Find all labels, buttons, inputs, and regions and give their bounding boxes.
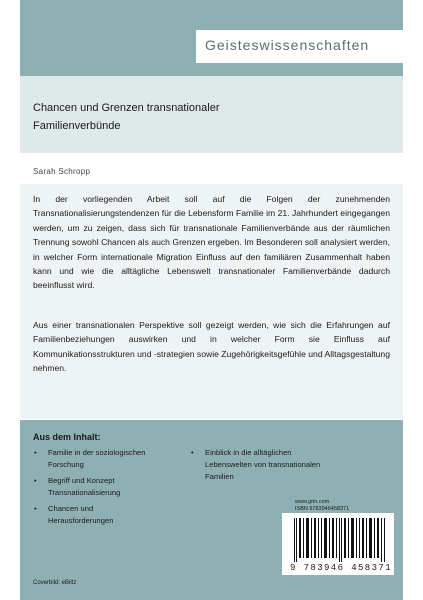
- category-label: Geisteswissenschaften: [205, 37, 370, 53]
- contents-item: [34, 475, 178, 499]
- bullet-dot: •: [34, 448, 37, 457]
- bullet-dot: •: [191, 448, 194, 457]
- publisher-url: www.grin.com: [295, 499, 330, 505]
- contents-item: [191, 447, 335, 483]
- contents-item: [34, 447, 178, 471]
- cover-credit: Coverbild: eBiltz: [33, 580, 77, 586]
- contents-item-label: Chancen und Herausforderungen: [48, 504, 114, 525]
- author-name: Sarah Schropp: [33, 167, 91, 176]
- contents-heading: Aus dem Inhalt:: [33, 432, 101, 442]
- barcode-image: [294, 518, 386, 562]
- book-title-line-1: Chancen und Grenzen transnationaler: [33, 102, 220, 114]
- bullet-dot: •: [34, 504, 37, 513]
- contents-item-label: Einblick in die alltäglichen Lebenswelten von transnationalen Familien: [205, 448, 321, 481]
- contents-item-label: Begriff und Konzept Transnationalisierung: [48, 476, 121, 497]
- blurb-paragraph-2: Aus einer transnationalen Perspektive soll gezeigt werden, wie sich die Erfahrungen auf Familienbeziehungen auswirken und in welcher Form sie Einfluss auf Kommunikationsstrukturen und -strategien sowie Zugehörigkeitsgefühle und Alltagsgestaltung nehmen.: [33, 320, 390, 374]
- contents-item: [34, 503, 158, 527]
- blurb-paragraph-1: In der vorliegenden Arbeit soll auf die Folgen der zunehmenden Transnationalisierungstendenzen für die Lebensform Familie im 21. Jahrhundert eingegangen werden, um zu zeigen, dass sich für transnationale Familienverbände aus der räumlichen Trennung sowohl Chancen als auch Grenzen ergeben. Im Besonderen soll analysiert werden, in welcher Form internationale Migration Einfluss auf den familiären Zusammenhalt haben kann und wie die alltägliche Lebenswelt transnationaler Familienverbände dadurch beeinflusst wird.: [33, 194, 390, 291]
- title-area: [20, 76, 403, 153]
- bullet-dot: •: [34, 476, 37, 485]
- contents-item-label: Familie in der soziologischen Forschung: [48, 448, 146, 469]
- isbn-label: ISBN 9783946458371: [295, 506, 350, 512]
- barcode-digits: 9 783946 458371: [290, 563, 393, 573]
- book-title-line-2: Familienverbünde: [33, 120, 121, 132]
